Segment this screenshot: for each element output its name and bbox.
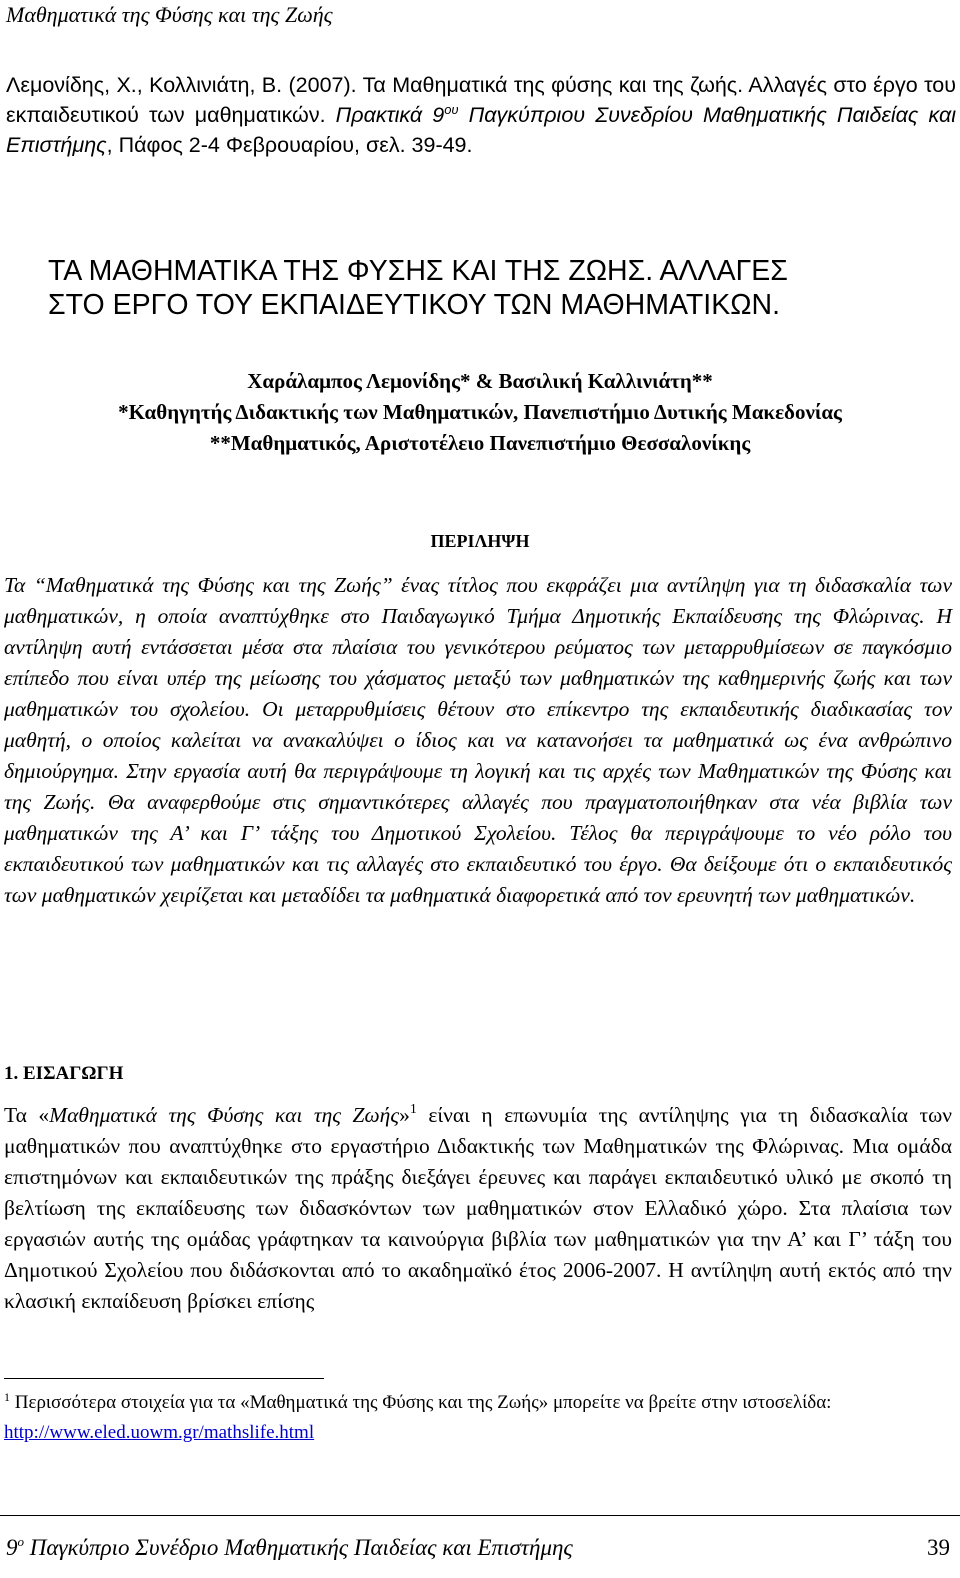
footer-conference — [6, 1535, 573, 1561]
citation-superscript: ου — [444, 102, 459, 117]
citation-proceedings-start: Πρακτικά 9 — [335, 103, 445, 127]
footer-conference-name: Παγκύπριο Συνέδριο Μαθηματικής Παιδείας και Επιστήμης — [24, 1535, 573, 1560]
footnote-text: Περισσότερα στοιχεία για τα «Μαθηματικά της Φύσης και της Ζωής» μπορείτε να βρείτε στην ιστοσελίδα: — [10, 1392, 832, 1413]
paper-title-line-2: ΣΤΟ ΕΡΓΟ ΤΟΥ ΕΚΠΑΙΔΕΥΤΙΚΟΥ ΤΩΝ ΜΑΘΗΜΑΤΙΚΩΝ. — [48, 289, 781, 321]
footnote — [4, 1388, 952, 1448]
abstract-text: Τα “Μαθηματικά της Φύσης και της Ζωής” ένας τίτλος που εκφράζει μια αντίληψη για τη διδασκαλία των μαθηματικών, η οποία αναπτύχθηκε στο Παιδαγωγικό Τμήμα Δημοτικής Εκπαίδευσης της Φλώρινας. Η αντίληψη αυτή εντάσσεται μέσα στα πλαίσια του γενικότερου ρεύματος των μεταρρυθμίσεων σε παγκόσμιο επίπεδο που είναι υπέρ της μείωσης του χάσματος μεταξύ των μαθηματικών της καθημερινής ζωής και των μαθηματικών του σχολείου. Οι μεταρρυθμίσεις θέτουν στο επίκεντρο της εκπαιδευτικής διαδικασίας τον μαθητή, ο οποίος καλείται να ανακαλύψει ο ίδιος και να κατανοήσει τα μαθηματικά ως ένα ανθρώπινο δημιούργημα. Στην εργασία αυτή θα περιγράψουμε τη λογική και τις αρχές των Μαθηματικών της Φύσης και της Ζωής. Θα αναφερθούμε στις σημαντικότερες αλλαγές που πραγματοποιήθηκαν στα νέα βιβλία των μαθηματικών της Α’ και Γ’ τάξης του Δημοτικού Σχολείου. Τέλος θα περιγράψουμε το νέο ρόλο του εκπαιδευτικού των μαθηματικών και τις αλλαγές στο εκπαιδευτικό του έργο. Θα δείξουμε ότι ο εκπαιδευτικός των μαθηματικών χειρίζεται και μεταδίδει τα μαθηματικά διαφορετικά από τον ερευνητή των μαθηματικών. — [4, 573, 952, 907]
footer-ordinal: 9 — [6, 1535, 18, 1560]
intro-quote-close: » — [399, 1103, 410, 1127]
citation-proceedings-end: Παγκύπριου Συνεδρίου Μαθηματικής Παιδείας και Επιστήμης — [6, 103, 956, 157]
citation — [6, 70, 956, 160]
section-heading: 1. ΕΙΣΑΓΩΓΗ — [4, 1063, 124, 1084]
running-header: Μαθηματικά της Φύσης και της Ζωής — [6, 2, 333, 27]
paper-title-line-1: ΤΑ ΜΑΘΗΜΑΤΙΚΑ ΤΗΣ ΦΥΣΗΣ ΚΑΙ ΤΗΣ ΖΩΗΣ. ΑΛΛΑΓΕΣ — [48, 255, 788, 287]
footer-ordinal-sup: ο — [17, 1534, 24, 1549]
footer-divider — [0, 1515, 960, 1516]
footnote-number: 1 — [4, 1390, 10, 1404]
citation-authors: Λεμονίδης, Χ., Κολλινιάτη, Β. (2007). Τα Μαθηματικά της φύσης και της ζωής. Αλλαγές στο έργο του εκπαιδευτικού των μαθηματικών. — [6, 73, 956, 127]
intro-italic-title: Μαθηματικά της Φύσης και της Ζωής — [49, 1103, 400, 1127]
paper-title — [48, 254, 948, 322]
abstract-heading: ΠΕΡΙΛΗΨΗ — [430, 531, 530, 551]
affiliation-2: **Μαθηματικός, Αριστοτέλειο Πανεπιστήμιο Θεσσαλονίκης — [209, 431, 751, 455]
footnote-reference[interactable]: 1 — [409, 1102, 417, 1117]
authors-block — [0, 366, 960, 459]
intro-paragraph — [4, 1100, 952, 1317]
intro-body: είναι η επωνυμία της αντίληψης για τη διδασκαλία των μαθηματικών που αναπτύχθηκε στο εργαστήριο Διδακτικής των Μαθηματικών της Φλώρινας. Μια ομάδα επιστημόνων και εκπαιδευτικών της πράξης διεξάγει έρευνες και παράγει εκπαιδευτικό υλικό με σκοπό τη βελτίωση της εκπαίδευσης των διδασκόντων των μαθηματικών στον Ελλαδικό χώρο. Στα πλαίσια των εργασιών αυτής της ομάδας γράφτηκαν τα καινούργια βιβλία των μαθηματικών για την Α’ και Γ’ τάξη του Δημοτικού Σχολείου που διδάσκονται από το ακαδημαϊκό έτος 2006-2007. Η αντίληψη αυτή εκτός από την κλασική εκπαίδευση βρίσκει επίσης — [4, 1103, 952, 1313]
footnote-link[interactable]: http://www.eled.uowm.gr/mathslife.html — [4, 1422, 315, 1443]
page-number: 39 — [927, 1535, 950, 1560]
affiliation-1: *Καθηγητής Διδακτικής των Μαθηματικών, Πανεπιστήμιο Δυτικής Μακεδονίας — [118, 400, 842, 424]
intro-quote-open: Τα « — [4, 1103, 50, 1127]
citation-location: , Πάφος 2-4 Φεβρουαρίου, σελ. 39-49. — [106, 133, 473, 157]
author-names: Χαράλαμπος Λεμονίδης* & Βασιλική Καλλινιάτη** — [247, 369, 713, 393]
footnote-divider — [4, 1378, 324, 1379]
